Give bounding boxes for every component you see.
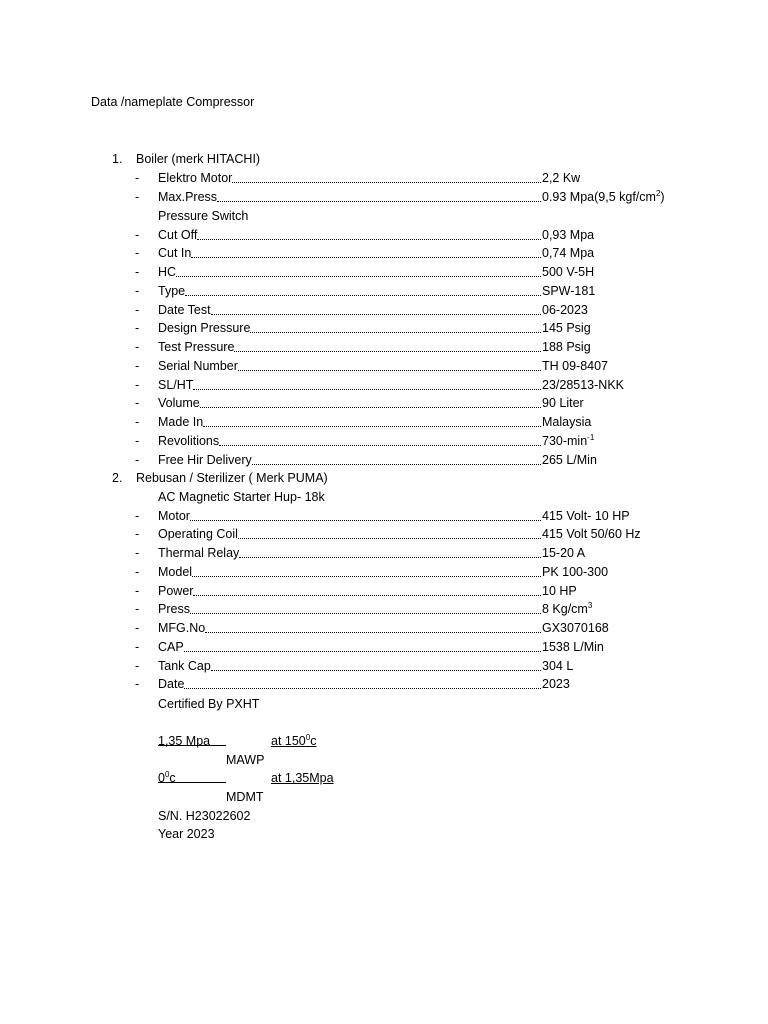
spec-value-text: 0,74 Mpa	[542, 246, 595, 261]
spec-value-sup: 2	[655, 188, 661, 198]
spec-value	[542, 244, 594, 263]
spec-label: Cut In	[158, 246, 192, 261]
mawp-at-sup: 0	[305, 733, 311, 743]
dot-leader	[211, 314, 541, 315]
pressure-switch-heading: Pressure Switch	[158, 208, 249, 223]
magnetic-starter-line	[0, 488, 768, 507]
spec-value	[542, 263, 594, 282]
spec-value-text: 10 HP	[542, 583, 577, 598]
spec-value	[542, 376, 624, 395]
mawp-at-text: at 150	[271, 734, 306, 749]
mdmt-label-line	[0, 788, 768, 807]
spec-value	[542, 226, 594, 245]
spec-row	[0, 188, 768, 207]
spec-row	[0, 544, 768, 563]
spec-value-sup: 3	[587, 601, 593, 611]
spec-label: Serial Number	[158, 358, 238, 373]
dot-leader	[184, 688, 541, 689]
bullet-dash: -	[135, 621, 140, 636]
dot-leader	[193, 389, 541, 390]
dot-leader	[200, 407, 541, 408]
spec-value	[542, 301, 588, 320]
dot-leader	[203, 426, 541, 427]
mdmt-value-sup: 0	[164, 770, 170, 780]
spec-value	[542, 413, 591, 432]
bullet-dash: -	[135, 340, 140, 355]
spec-label: Cut Off	[158, 227, 198, 242]
dot-leader	[234, 351, 541, 352]
spec-value-text: 265 L/Min	[542, 452, 597, 467]
mdmt-label: MDMT	[226, 790, 264, 804]
spec-label: SL/HT	[158, 377, 194, 392]
spec-label: Free Hir Delivery	[158, 452, 252, 467]
spec-label: Model	[158, 564, 193, 579]
certified-text: Certified By PXHT	[158, 696, 260, 711]
mdmt-underline	[158, 769, 226, 786]
spec-value-text: 0.93 Mpa(9,5 kgf/cm	[542, 189, 656, 204]
spec-value	[542, 394, 584, 413]
spec-row	[0, 357, 768, 376]
dot-leader	[190, 520, 541, 521]
dot-leader	[197, 239, 541, 240]
spec-label: Max.Press	[158, 189, 218, 204]
dot-leader	[252, 464, 541, 465]
mdmt-at: at 1,35Mpa	[271, 771, 334, 786]
bullet-dash: -	[135, 189, 140, 204]
bullet-dash: -	[135, 508, 140, 523]
spec-row	[0, 394, 768, 413]
document-title: Data /nameplate Compressor	[91, 95, 255, 109]
bullet-dash: -	[135, 396, 140, 411]
spec-label: Motor	[158, 508, 190, 523]
spec-row	[0, 301, 768, 320]
spec-value-text: 2023	[542, 677, 570, 692]
spec-value-text: 8 Kg/cm	[542, 602, 588, 617]
spec-label: Type	[158, 283, 186, 298]
bullet-dash: -	[135, 677, 140, 692]
spec-value-text: 15-20 A	[542, 546, 586, 561]
dot-leader	[205, 632, 541, 633]
spec-value	[542, 544, 585, 563]
spec-label: Design Pressure	[158, 321, 251, 336]
dot-leader	[211, 670, 541, 671]
mawp-label: MAWP	[226, 752, 265, 767]
spec-row	[0, 169, 768, 188]
spec-value-text: 23/28513-NKK	[542, 377, 625, 392]
mawp-underline	[158, 732, 226, 749]
dot-leader	[176, 276, 541, 277]
spec-value	[542, 507, 630, 526]
certified-line	[0, 695, 768, 714]
spec-value-text: 1538 L/Min	[542, 639, 604, 654]
spec-value-text: 304 L	[542, 658, 574, 673]
spec-label: HC	[158, 265, 177, 280]
spec-row	[0, 282, 768, 301]
spec-row	[0, 638, 768, 657]
dot-leader	[184, 651, 541, 652]
spec-label: Elektro Motor	[158, 171, 233, 185]
spec-value-text: 730-min	[542, 433, 588, 448]
dot-leader	[238, 370, 541, 371]
spec-value-text: GX3070168	[542, 621, 609, 636]
bullet-dash: -	[135, 265, 140, 280]
spec-label: Made In	[158, 415, 204, 430]
spec-row	[0, 263, 768, 282]
dot-leader	[191, 257, 541, 258]
bullet-dash: -	[135, 452, 140, 467]
spec-row	[0, 226, 768, 245]
dot-leader	[219, 445, 541, 446]
spec-label: Date	[158, 677, 185, 692]
spec-label: Press	[158, 602, 190, 617]
spec-value	[542, 282, 595, 301]
spec-value	[542, 169, 580, 188]
spec-value	[542, 582, 577, 601]
mawp-at-suffix: c	[310, 734, 317, 749]
dot-leader	[193, 595, 541, 596]
mawp-label-line	[0, 751, 768, 770]
mawp-value-wrap	[158, 732, 226, 751]
spec-label: Operating Coil	[158, 527, 238, 542]
spec-row	[0, 376, 768, 395]
spec-value	[542, 657, 573, 676]
year-line	[0, 825, 768, 844]
dot-leader	[250, 332, 541, 333]
spec-value-text: 500 V-5H	[542, 265, 595, 280]
bullet-dash: -	[135, 658, 140, 673]
spec-row	[0, 657, 768, 676]
spec-value	[542, 357, 608, 376]
spec-row	[0, 582, 768, 601]
bullet-dash: -	[135, 283, 140, 298]
spec-value	[542, 525, 641, 544]
spec-label: Date Test	[158, 302, 211, 317]
spec-label: Volume	[158, 396, 200, 411]
mawp-value: 1,35 Mpa	[158, 734, 211, 749]
spec-row	[0, 563, 768, 582]
spec-value-text: 2,2 Kw	[542, 171, 581, 185]
bullet-dash: -	[135, 227, 140, 242]
mdmt-line	[0, 769, 768, 788]
dot-leader	[190, 613, 541, 614]
spec-value	[542, 600, 592, 619]
section-2-heading-line	[0, 469, 768, 488]
mawp-at	[271, 732, 316, 751]
spec-value-text: 415 Volt- 10 HP	[542, 508, 630, 523]
pressure-switch-line	[0, 207, 768, 226]
spec-value-text: PK 100-300	[542, 564, 609, 579]
spec-value	[542, 638, 604, 657]
spec-value-text: 90 Liter	[542, 396, 584, 411]
bullet-dash: -	[135, 546, 140, 561]
bullet-dash: -	[135, 415, 140, 430]
mdmt-value-suffix: c	[169, 771, 176, 786]
spec-value-text: 0,93 Mpa	[542, 227, 595, 242]
spec-label: CAP	[158, 639, 184, 654]
spec-label: Power	[158, 583, 194, 598]
bullet-dash: -	[135, 602, 140, 617]
magnetic-starter-heading: AC Magnetic Starter Hup- 18k	[158, 489, 325, 504]
spec-label: MFG.No	[158, 621, 206, 636]
section-1-heading: Boiler (merk HITACHI)	[136, 152, 261, 166]
bullet-dash: -	[135, 246, 140, 261]
dot-leader	[239, 557, 541, 558]
dot-leader	[217, 201, 541, 202]
spec-value	[542, 563, 608, 582]
bullet-dash: -	[135, 527, 140, 542]
section-1-heading-line	[0, 150, 768, 169]
year-text: Year 2023	[158, 827, 215, 842]
section-2-number: 2.	[112, 471, 123, 485]
spec-value	[542, 338, 591, 357]
bullet-dash: -	[135, 171, 140, 185]
spec-label: Tank Cap	[158, 658, 211, 673]
dot-leader	[185, 295, 541, 296]
mdmt-value: 0	[158, 771, 165, 786]
bullet-dash: -	[135, 433, 140, 448]
spec-value	[542, 319, 591, 338]
spec-label: Thermal Relay	[158, 546, 240, 561]
spec-row	[0, 451, 768, 470]
spec-value-text: 415 Volt 50/60 Hz	[542, 527, 641, 542]
spec-row	[0, 338, 768, 357]
spec-row	[0, 600, 768, 619]
spec-label: Test Pressure	[158, 340, 235, 355]
spec-row	[0, 675, 768, 694]
section-1-number: 1.	[112, 152, 123, 166]
serial-line	[0, 807, 768, 826]
section-2-heading: Rebusan / Sterilizer ( Merk PUMA)	[136, 471, 328, 485]
dot-leader	[238, 538, 541, 539]
spec-value-text: 06-2023	[542, 302, 588, 317]
bullet-dash: -	[135, 639, 140, 654]
spec-label: Revolitions	[158, 433, 220, 448]
spec-row	[0, 319, 768, 338]
spec-row	[0, 619, 768, 638]
bullet-dash: -	[135, 302, 140, 317]
spec-value-text: 145 Psig	[542, 321, 591, 336]
dot-leader	[192, 576, 541, 577]
spec-value-text: 188 Psig	[542, 340, 591, 355]
bullet-dash: -	[135, 583, 140, 598]
spec-row	[0, 413, 768, 432]
spec-row	[0, 507, 768, 526]
bullet-dash: -	[135, 358, 140, 373]
spec-row	[0, 244, 768, 263]
spec-value	[542, 451, 597, 470]
dot-leader	[232, 182, 541, 183]
spec-value	[542, 619, 609, 638]
bullet-dash: -	[135, 321, 140, 336]
spec-row	[0, 432, 768, 451]
mawp-line	[0, 732, 768, 751]
bullet-dash: -	[135, 377, 140, 392]
serial-text: S/N. H23022602	[158, 808, 251, 823]
spec-value-text: SPW-181	[542, 283, 596, 298]
spec-value	[542, 188, 665, 207]
spec-value	[542, 432, 594, 451]
spec-value-suffix: )	[660, 189, 665, 204]
bullet-dash: -	[135, 564, 140, 579]
spec-value-text: Malaysia	[542, 415, 592, 430]
spec-value	[542, 675, 570, 694]
spec-value-sup: -1	[587, 432, 595, 442]
spec-row	[0, 525, 768, 544]
spec-value-text: TH 09-8407	[542, 358, 609, 373]
mdmt-value-wrap	[158, 769, 226, 788]
